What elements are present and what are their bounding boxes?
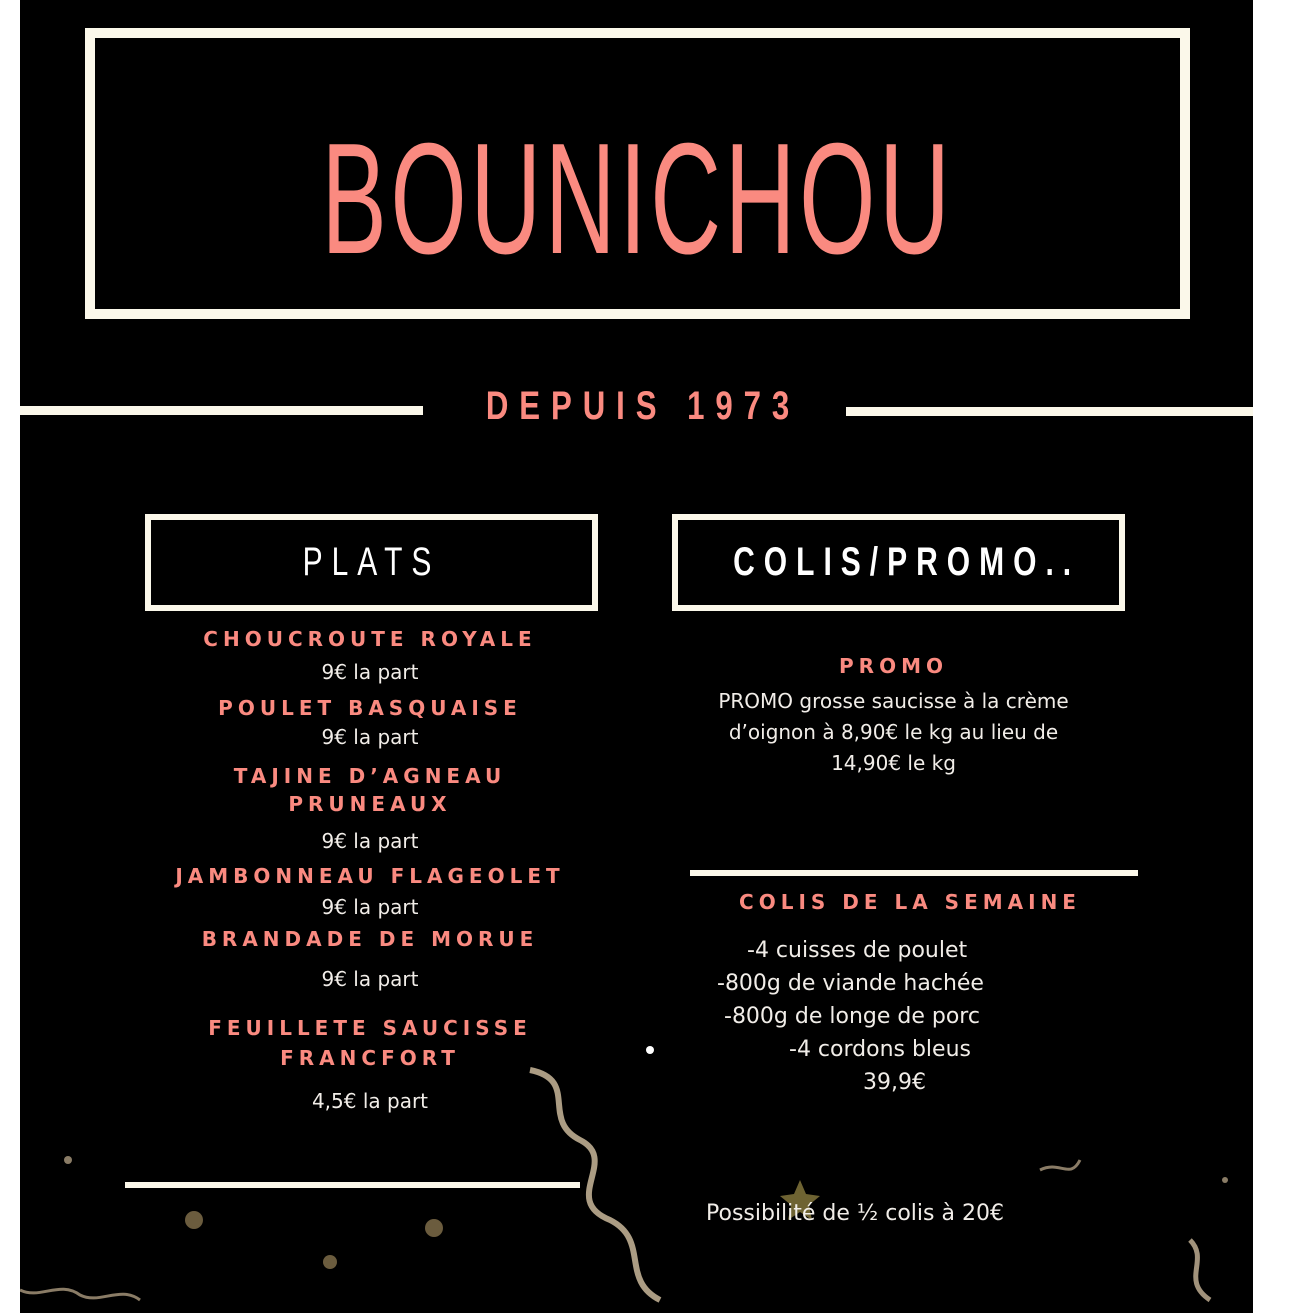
plats-header-box bbox=[145, 514, 598, 611]
dish-price: 9€ la part bbox=[321, 895, 419, 919]
since-label: DEPUIS 1973 bbox=[485, 384, 801, 428]
colis-divider bbox=[690, 870, 1138, 876]
colis-item: -4 cordons bleus bbox=[789, 1037, 971, 1062]
dish-price: 4,5€ la part bbox=[311, 1089, 429, 1113]
colis-price: 39,9€ bbox=[863, 1070, 926, 1095]
colis-promo-heading: COLIS/PROMO.. bbox=[733, 540, 1081, 584]
promo-line: PROMO grosse saucisse à la crème bbox=[718, 689, 1069, 713]
dish-name: CHOUCROUTE ROYALE bbox=[203, 627, 537, 651]
dish-name-line: PRUNEAUX bbox=[288, 792, 452, 816]
promo-line: d’oignon à 8,90€ le kg au lieu de bbox=[728, 720, 1059, 744]
promo-heading: PROMO bbox=[839, 654, 948, 678]
colis-heading: COLIS DE LA SEMAINE bbox=[739, 890, 1081, 914]
dish-price: 9€ la part bbox=[321, 829, 419, 853]
divider-right bbox=[846, 407, 1253, 416]
dish-name-line: TAJINE D’AGNEAU bbox=[233, 764, 507, 788]
dish-name-line: FRANCFORT bbox=[280, 1046, 460, 1070]
plats-heading: PLATS bbox=[302, 540, 441, 584]
colis-item: -4 cuisses de poulet bbox=[747, 938, 968, 963]
colis-promo-header-box bbox=[672, 514, 1125, 611]
dish-name: BRANDADE DE MORUE bbox=[201, 927, 539, 951]
half-colis-note: Possibilité de ½ colis à 20€ bbox=[706, 1201, 1004, 1226]
dish-name: POULET BASQUAISE bbox=[218, 696, 522, 720]
dish-price: 9€ la part bbox=[321, 660, 419, 684]
brand-title: BOUNICHOU bbox=[321, 111, 954, 287]
divider-left bbox=[20, 406, 423, 415]
colis-item: -800g de longe de porc bbox=[724, 1004, 980, 1029]
promo-line: 14,90€ le kg bbox=[831, 751, 956, 775]
dish-name: JAMBONNEAU FLAGEOLET bbox=[175, 864, 565, 888]
plats-bottom-divider bbox=[125, 1182, 580, 1188]
dish-name-line: FEUILLETE SAUCISSE bbox=[208, 1016, 532, 1040]
dish-price: 9€ la part bbox=[321, 725, 419, 749]
colis-item: -800g de viande hachée bbox=[717, 971, 984, 996]
title-frame bbox=[85, 28, 1190, 319]
dish-price: 9€ la part bbox=[321, 967, 419, 991]
menu-poster bbox=[20, 0, 1253, 1313]
